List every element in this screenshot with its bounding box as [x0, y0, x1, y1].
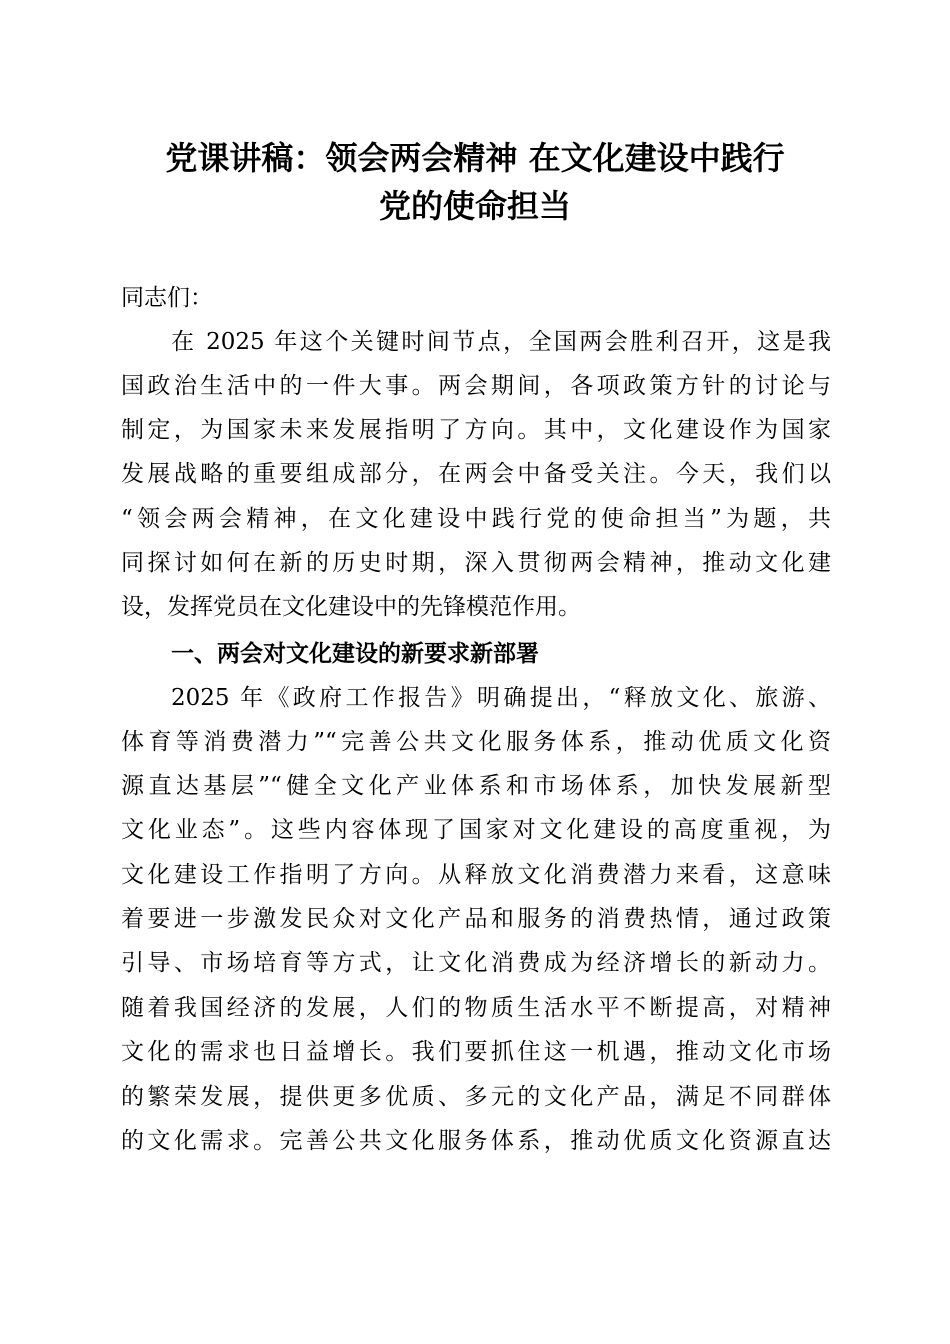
- paragraph-line: 文化业态”。这些内容体现了国家对文化建设的高度重视，为: [121, 817, 831, 843]
- paragraph-line: 体育等消费潜力”“完善公共文化服务体系，推动优质文化资: [121, 729, 831, 755]
- paragraph-line: 在 2025 年这个关键时间节点，全国两会胜利召开，这是我: [171, 329, 831, 355]
- paragraph-line: 的文化需求。完善公共文化服务体系，推动优质文化资源直达: [121, 1128, 831, 1154]
- paragraph-line: 发展战略的重要组成部分，在两会中备受关注。今天，我们以: [121, 461, 831, 487]
- paragraph-line: “领会两会精神，在文化建设中践行党的使命担当”为题，共: [121, 506, 831, 532]
- paragraph-line: 着要进一步激发民众对文化产品和服务的消费热情，通过政策: [121, 906, 831, 932]
- paragraph-line: 国政治生活中的一件大事。两会期间，各项政策方针的讨论与: [121, 373, 831, 399]
- paragraph-line: 设，发挥党员在文化建设中的先锋模范作用。: [121, 594, 581, 620]
- paragraph-line: 源直达基层”“健全文化产业体系和市场体系，加快发展新型: [121, 773, 831, 799]
- paragraph-line: 制定，为国家未来发展指明了方向。其中，文化建设作为国家: [121, 417, 831, 443]
- paragraph-line: 引导、市场培育等方式，让文化消费成为经济增长的新动力。: [121, 950, 831, 976]
- document-title-line-2: 党的使命担当: [378, 187, 571, 225]
- paragraph-line: 同探讨如何在新的历史时期，深入贯彻两会精神，推动文化建: [121, 550, 831, 576]
- document-title-line-1: 党课讲稿：领会两会精神 在文化建设中践行: [165, 139, 785, 177]
- paragraph-line: 2025 年《政府工作报告》明确提出，“释放文化、旅游、: [171, 685, 831, 711]
- paragraph-line: 的繁荣发展，提供更多优质、多元的文化产品，满足不同群体: [121, 1084, 831, 1110]
- salutation: 同志们：: [121, 285, 213, 311]
- paragraph-line: 文化建设工作指明了方向。从释放文化消费潜力来看，这意味: [121, 862, 831, 888]
- paragraph-line: 随着我国经济的发展，人们的物质生活水平不断提高，对精神: [121, 995, 831, 1021]
- section-heading: 一、两会对文化建设的新要求新部署: [171, 641, 539, 667]
- paragraph-line: 文化的需求也日益增长。我们要抓住这一机遇，推动文化市场: [121, 1039, 831, 1065]
